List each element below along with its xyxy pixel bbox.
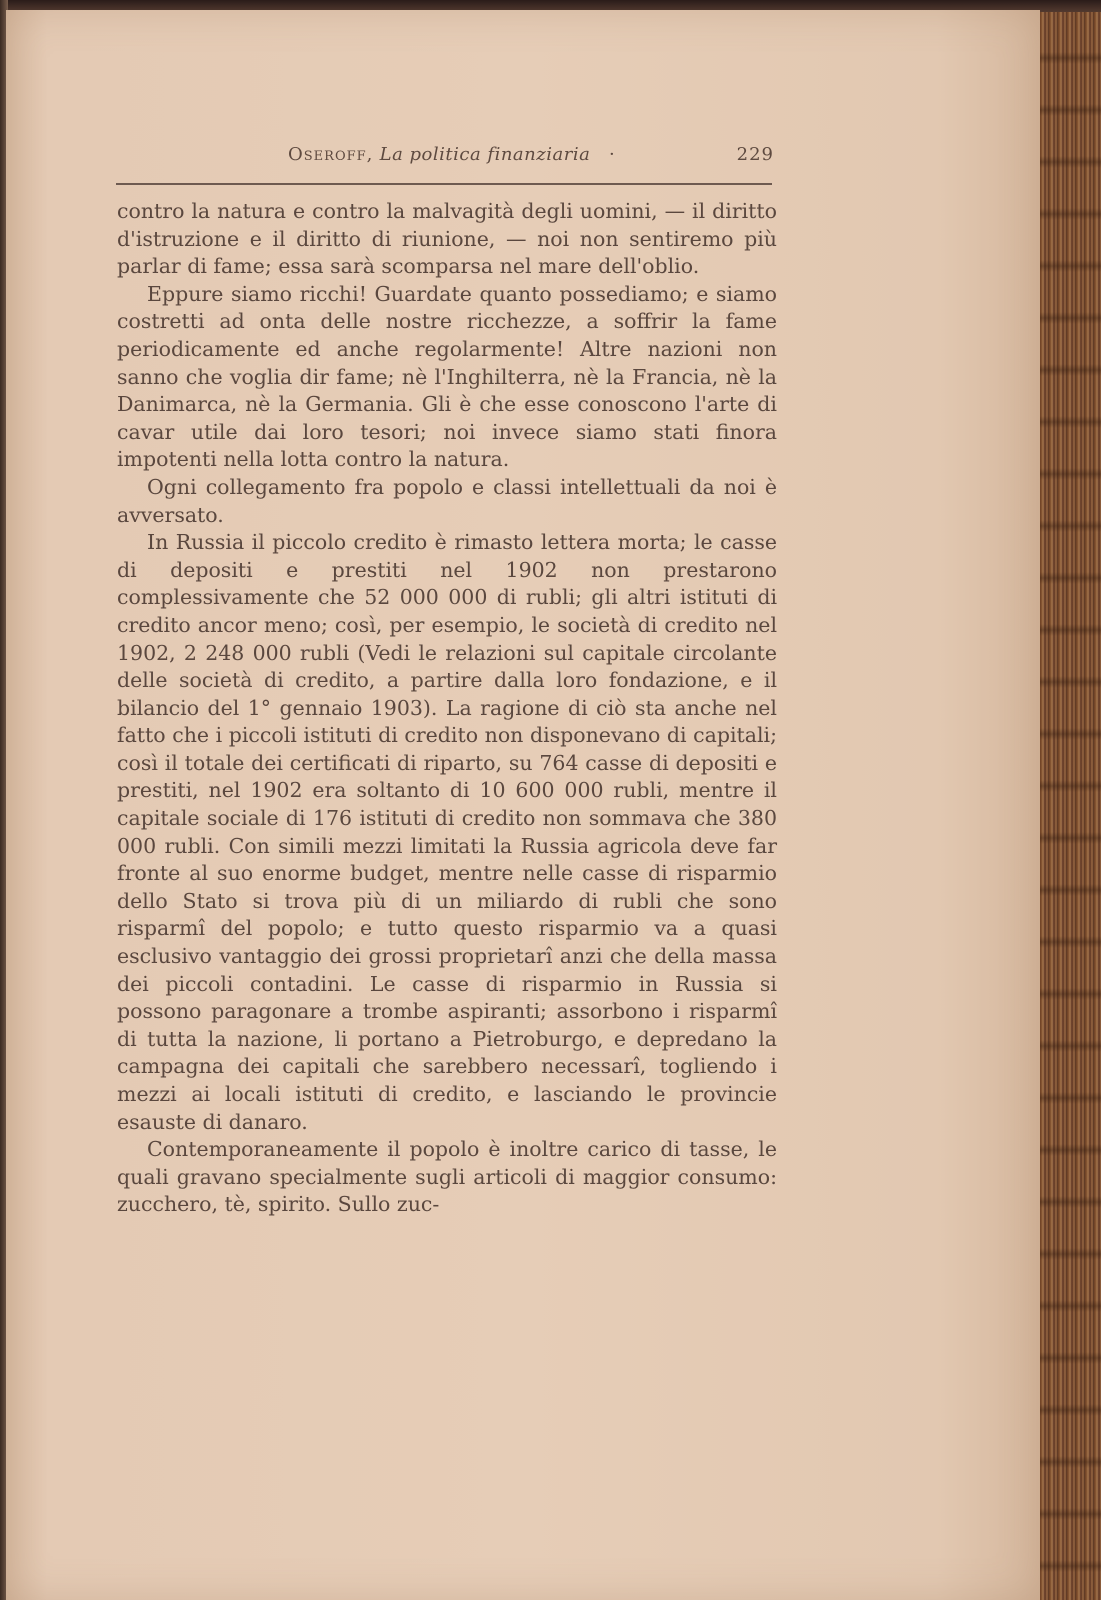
paragraph: contro la natura e contro la malvagità degli uomini, — il diritto d'istruzione e il diritto di riunione, — noi non sentiremo più parlar di fame; essa sarà scomparsa nel mare dell'oblio.	[117, 199, 777, 279]
paragraph: Contemporaneamente il popolo è inoltre carico di tasse, le quali gravano specialmente sugli articoli di maggior consumo: zucchero, tè, spirito. Sullo zuc-	[117, 1137, 777, 1217]
header-rule	[116, 183, 772, 185]
header-author: Oseroff,	[288, 144, 374, 165]
header-separator: ·	[609, 144, 616, 165]
header-work-title: La politica finanziaria	[379, 144, 591, 165]
header-title	[288, 144, 615, 165]
page-number: 229	[736, 144, 774, 165]
paragraph: Eppure siamo ricchi! Guardate quanto possediamo; e siamo costretti ad onta delle nostre ricchezze, a soffrir la fame periodicamente ed anche regolarmente! Altre nazioni non sanno che voglia dir fame; nè l'Inghilterra, nè la Francia, nè la Danimarca, nè la Germania. Gli è che esse conoscono l'arte di cavar utile dai loro tesori; noi invece siamo stati finora impotenti nella lotta contro la natura.	[117, 281, 777, 472]
running-header	[118, 144, 788, 172]
body-text	[117, 198, 777, 1219]
paragraph: In Russia il piccolo credito è rimasto lettera morta; le casse di depositi e prestiti nel 1902 non prestarono complessivamente che 52 000 000 di rubli; gli altri istituti di credito ancor meno; così, per esempio, le società di credito nel 1902, 2 248 000 rubli (Vedi le relazioni sul capitale circolante delle società di credito, a partire dalla loro fondazione, e il bilancio del 1° gennaio 1903). La ragione di ciò sta anche nel fatto che i piccoli istituti di credito non disponevano di capitali; così il totale dei certificati di riparto, su 764 casse di depositi e prestiti, nel 1902 era soltanto di 10 600 000 rubli, mentre il capitale sociale di 176 istituti di credito non sommava che 380 000 rubli. Con simili mezzi limitati la Russia agricola deve far fronte al suo enorme budget, mentre nelle casse di risparmio dello Stato si trova più di un miliardo di rubli che sono risparmî del popolo; e tutto questo risparmio va a quasi esclusivo vantaggio dei grossi proprietarî anzi che della massa dei piccoli contadini. Le casse di risparmio in Russia si possono paragonare a trombe aspiranti; assorbono i risparmî di tutta la nazione, li portano a Pietroburgo, e depredano la campagna dei capitali che sarebbero necessarî, togliendo i mezzi ai locali istituti di credito, e lasciando le provincie esauste di danaro.	[117, 530, 777, 1134]
page-stack-edge	[1040, 12, 1101, 1600]
paragraph: Ogni collegamento fra popolo e classi intellettuali da noi è avversato.	[117, 474, 777, 527]
